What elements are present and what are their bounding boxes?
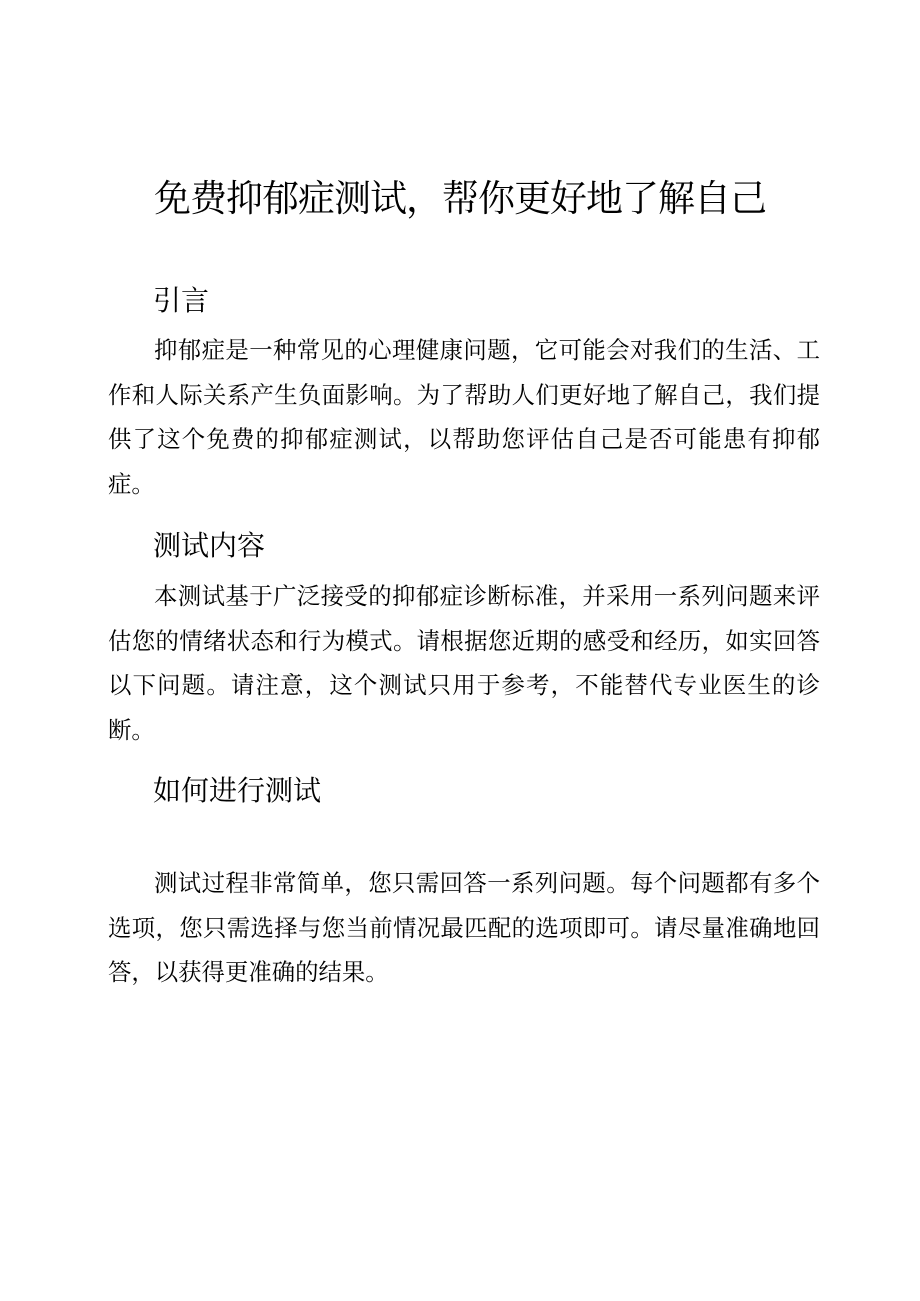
section-body-test-content: 本测试基于广泛接受的抑郁症诊断标准，并采用一系列问题来评估您的情绪状态和行为模式。请根据您近期的感受和经历，如实回答以下问题。请注意，这个测试只用于参考，不能替代专业医生的诊断。 [108,582,820,744]
section-body-how-to-test: 测试过程非常简单，您只需回答一系列问题。每个问题都有多个选项，您只需选择与您当前情况最匹配的选项即可。请尽量准确地回答，以获得更准确的结果。 [108,869,820,986]
document-title: 免费抑郁症测试，帮你更好地了解自己 [154,177,766,220]
section-heading-introduction: 引言 [153,284,210,317]
section-heading-test-content: 测试内容 [153,529,266,562]
section-heading-how-to-test: 如何进行测试 [153,774,322,807]
section-body-introduction: 抑郁症是一种常见的心理健康问题，它可能会对我们的生活、工作和人际关系产生负面影响。为了帮助人们更好地了解自己，我们提供了这个免费的抑郁症测试，以帮助您评估自己是否可能患有抑郁症。 [108,336,820,498]
